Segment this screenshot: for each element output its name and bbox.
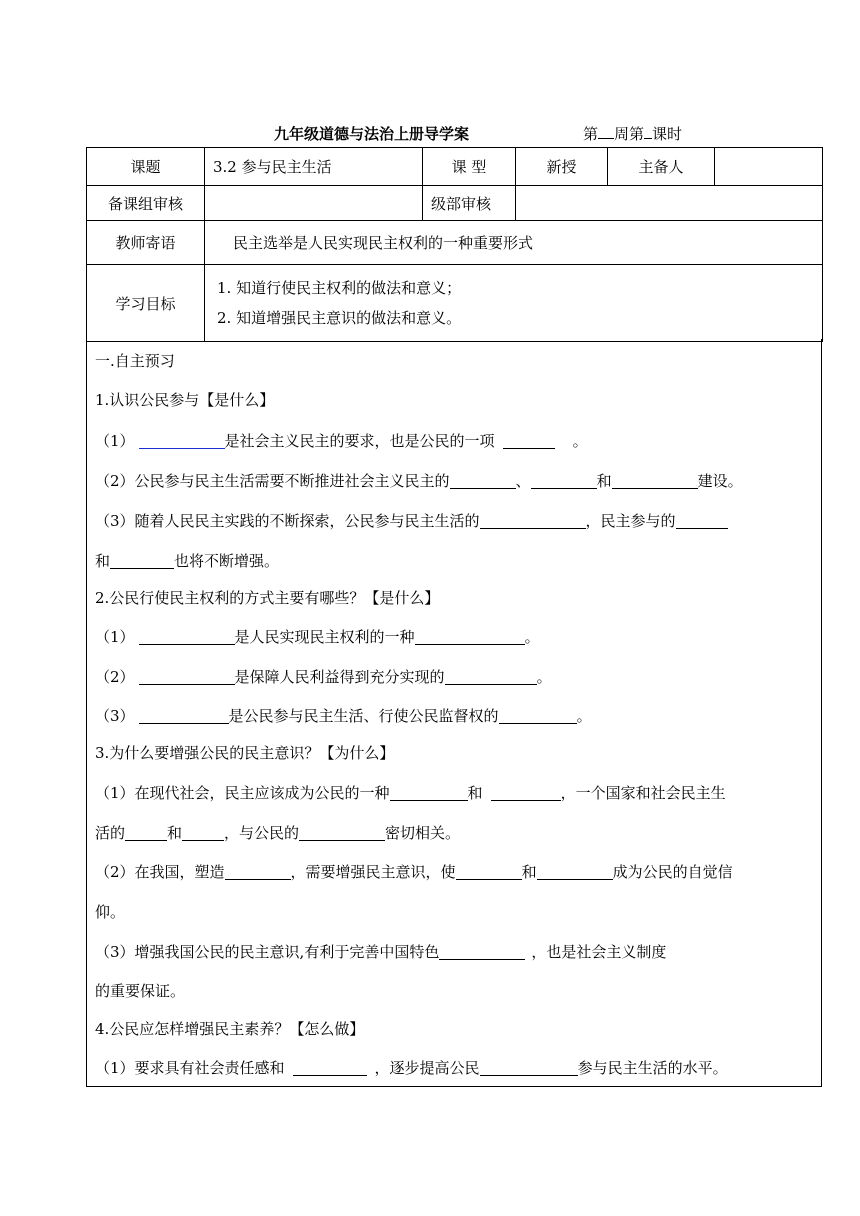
q4-item-1: （1）要求具有社会责任感和 ，逐步提高公民 参与民主生活的水平。 <box>95 1059 728 1077</box>
blank[interactable] <box>415 628 525 645</box>
goals-list <box>205 265 823 342</box>
q3-item-1: （1）在现代社会，民主应该成为公民的一种 和 ，一个国家和社会民主生 <box>95 784 726 802</box>
blank[interactable] <box>182 824 224 841</box>
type-value: 新授 <box>516 148 608 186</box>
blank[interactable] <box>390 784 468 801</box>
goal-item: 1. 知道行使民主权利的做法和意义； <box>217 279 462 297</box>
q1-item-3-cont: 和 也将不断增强。 <box>95 552 280 570</box>
q3-title: 3.为什么要增强公民的民主意识？【为什么】 <box>95 744 395 762</box>
blank[interactable] <box>537 863 613 880</box>
blank[interactable] <box>125 824 167 841</box>
goals-label: 学习目标 <box>87 265 205 342</box>
q2-item-1: （1） 是人民实现民主权利的一种 。 <box>95 628 540 646</box>
blank[interactable] <box>491 784 561 801</box>
blank[interactable] <box>480 1059 578 1076</box>
q3-item-3: （3）增强我国公民的民主意识,有利于完善中国特色 ，也是社会主义制度 <box>95 943 667 961</box>
blank[interactable] <box>531 472 597 489</box>
period-mid: 周第 <box>614 125 645 143</box>
q1-item-1: （1） 是社会主义民主的要求，也是公民的一项 。 <box>95 432 588 450</box>
grade-review-label: 级部审核 <box>423 186 516 221</box>
period-suffix: 课时 <box>652 125 683 143</box>
blank[interactable] <box>503 432 555 449</box>
blank[interactable] <box>450 472 516 489</box>
blank[interactable] <box>110 552 174 569</box>
q3-item-2: （2）在我国，塑造 ，需要增强民主意识，使 和 成为公民的自觉信 <box>95 863 733 881</box>
period-line <box>583 123 682 144</box>
week-blank[interactable] <box>598 123 614 139</box>
message-label: 教师寄语 <box>87 221 205 265</box>
q1-item-3: （3）随着人民民主实践的不断探索，公民参与民主生活的 ，民主参与的 <box>95 510 813 531</box>
grade-review-value[interactable] <box>516 186 823 221</box>
preview-section <box>86 339 822 1087</box>
q4-title: 4.公民应怎样增强民主素养？【怎么做】 <box>95 1020 365 1038</box>
blank[interactable] <box>139 432 225 449</box>
info-table <box>86 147 823 342</box>
blank[interactable] <box>299 824 385 841</box>
blank[interactable] <box>293 1059 367 1076</box>
blank[interactable] <box>676 512 728 529</box>
type-label: 课 型 <box>423 148 516 186</box>
blank[interactable] <box>139 707 229 724</box>
q2-title: 2.公民行使民主权利的方式主要有哪些？【是什么】 <box>95 589 440 607</box>
blank[interactable] <box>139 668 235 685</box>
q3-item-3-cont: 的重要保证。 <box>95 982 186 1000</box>
blank[interactable] <box>445 668 537 685</box>
q3-item-1-cont: 活的 和 ，与公民的 密切相关。 <box>95 824 461 842</box>
preparer-value[interactable] <box>715 148 823 186</box>
blank[interactable] <box>612 472 698 489</box>
message-value: 民主选举是人民实现民主权利的一种重要形式 <box>205 221 823 265</box>
blank[interactable] <box>225 863 291 880</box>
review-label: 备课组审核 <box>87 186 205 221</box>
page-title: 九年级道德与法治上册导学案 <box>274 125 470 143</box>
blank[interactable] <box>139 628 235 645</box>
section-title: 一.自主预习 <box>95 352 175 370</box>
topic-value: 3.2 参与民主生活 <box>205 148 423 186</box>
period-prefix: 第 <box>583 125 599 143</box>
blank[interactable] <box>456 863 522 880</box>
goal-item: 2. 知道增强民主意识的做法和意义。 <box>217 309 462 327</box>
blank[interactable] <box>439 943 525 960</box>
q3-item-2-cont: 仰。 <box>95 903 126 921</box>
q1-item-2: （2）公民参与民主生活需要不断推进社会主义民主的 、 和 建设。 <box>95 472 743 490</box>
blank[interactable] <box>480 512 586 529</box>
preparer-label: 主备人 <box>608 148 715 186</box>
q2-item-3: （3） 是公民参与民主生活、行使公民监督权的 。 <box>95 707 592 725</box>
review-value[interactable] <box>205 186 423 221</box>
lesson-blank[interactable] <box>644 123 652 139</box>
header <box>0 123 860 145</box>
q2-item-2: （2） 是保障人民利益得到充分实现的 。 <box>95 668 552 686</box>
q1-title: 1.认识公民参与【是什么】 <box>95 391 275 409</box>
topic-label: 课题 <box>87 148 205 186</box>
blank[interactable] <box>499 707 577 724</box>
